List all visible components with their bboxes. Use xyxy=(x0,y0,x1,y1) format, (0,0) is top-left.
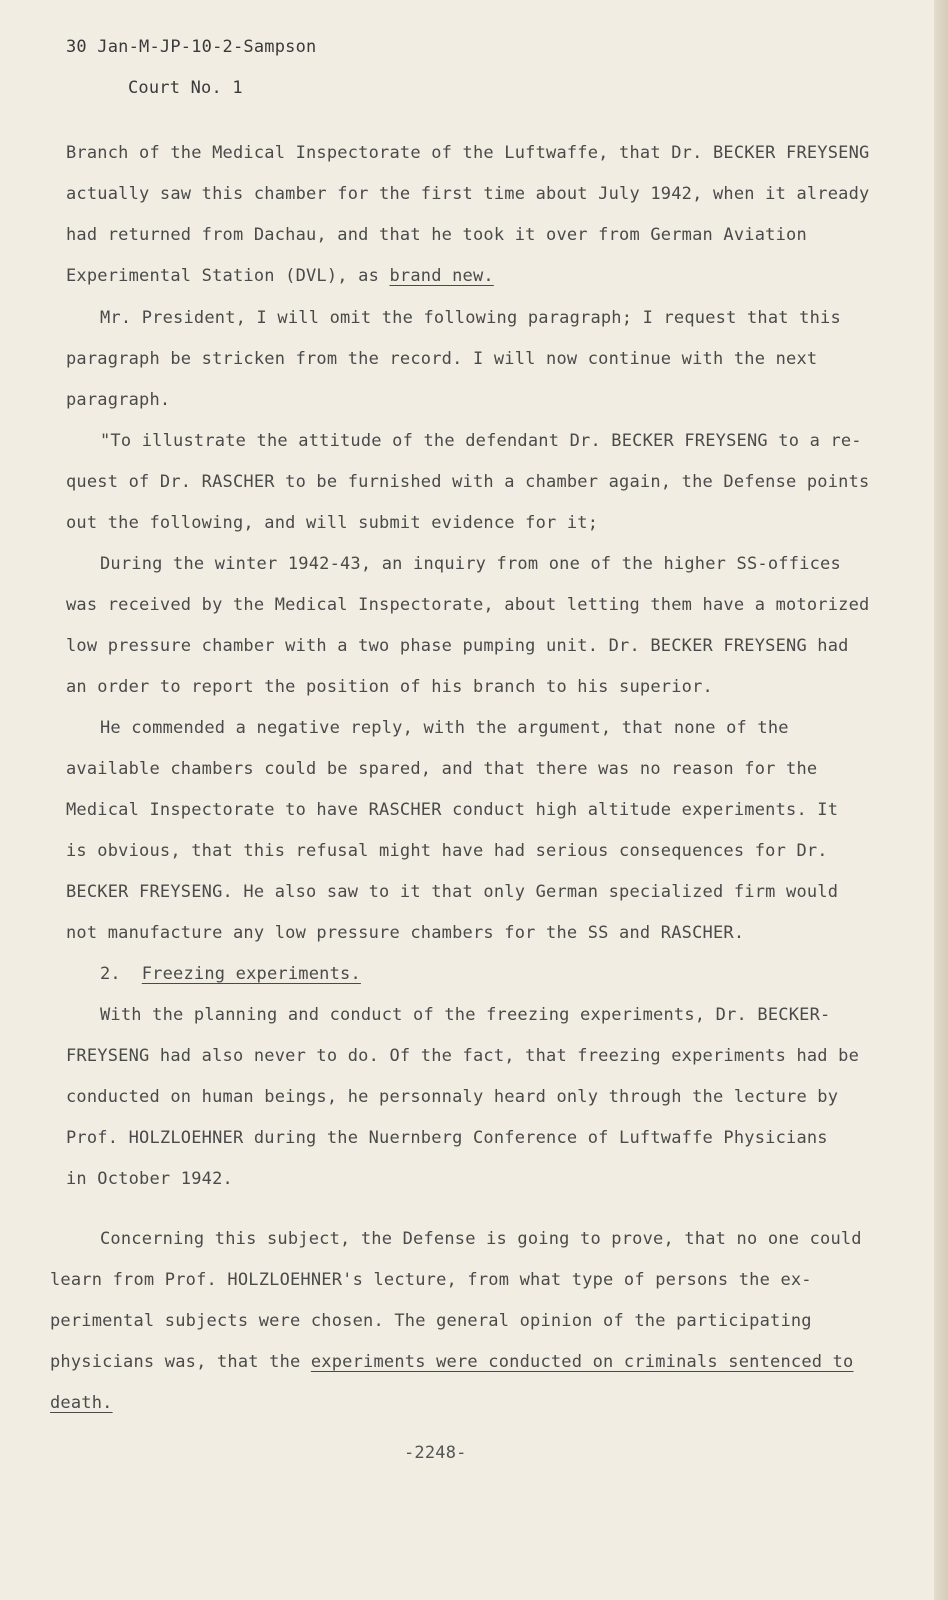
page-edge xyxy=(934,0,948,1600)
section-title: Freezing experiments. xyxy=(141,964,361,984)
text-line: FREYSENG had also never to do. Of the fact, that freezing experiments had be xyxy=(66,1046,860,1066)
text-line: During the winter 1942-43, an inquiry from one of the higher SS-offices xyxy=(100,554,841,574)
text-line xyxy=(50,1392,113,1414)
text-line: He commended a negative reply, with the argument, that none of the xyxy=(100,718,789,738)
text-line: paragraph be stricken from the record. I will now continue with the next xyxy=(66,349,818,369)
document-header-line: 30 Jan-M-JP-10-2-Sampson xyxy=(66,37,317,57)
text-line: in October 1942. xyxy=(66,1169,233,1189)
text-line: low pressure chamber with a two phase pumping unit. Dr. BECKER FREYSENG had xyxy=(66,636,849,656)
text-line: Mr. President, I will omit the following paragraph; I request that this xyxy=(100,308,841,328)
section-heading xyxy=(100,963,361,985)
text-line: Branch of the Medical Inspectorate of the Luftwaffe, that Dr. BECKER FREYSENG xyxy=(66,143,870,163)
text-line-with-underline xyxy=(50,1351,854,1373)
text-line: out the following, and will submit evidence for it; xyxy=(66,513,599,533)
text-line: available chambers could be spared, and that there was no reason for the xyxy=(66,759,818,779)
text-segment: physicians was, that the xyxy=(50,1352,311,1372)
text-line: perimental subjects were chosen. The general opinion of the participating xyxy=(50,1311,812,1331)
text-line: With the planning and conduct of the freezing experiments, Dr. BECKER- xyxy=(100,1005,831,1025)
court-label: Court No. 1 xyxy=(128,78,243,98)
text-line: not manufacture any low pressure chambers for the SS and RASCHER. xyxy=(66,923,745,943)
text-line: conducted on human beings, he personnaly heard only through the lecture by xyxy=(66,1087,839,1107)
text-line-with-underline xyxy=(66,265,494,287)
text-line: Concerning this subject, the Defense is going to prove, that no one could xyxy=(100,1229,862,1249)
text-line: paragraph. xyxy=(66,390,171,410)
text-line: was received by the Medical Inspectorate, about letting them have a motorized xyxy=(66,595,870,615)
text-line: Prof. HOLZLOEHNER during the Nuernberg Conference of Luftwaffe Physicians xyxy=(66,1128,828,1148)
text-line: Medical Inspectorate to have RASCHER conduct high altitude experiments. It xyxy=(66,800,839,820)
underlined-phrase: brand new. xyxy=(389,266,494,286)
text-line: had returned from Dachau, and that he took it over from German Aviation xyxy=(66,225,807,245)
text-line: quest of Dr. RASCHER to be furnished with a chamber again, the Defense points xyxy=(66,472,870,492)
text-line: is obvious, that this refusal might have had serious consequences for Dr. xyxy=(66,841,828,861)
underlined-phrase: experiments were conducted on criminals sentenced to xyxy=(310,1352,854,1372)
text-line: "To illustrate the attitude of the defendant Dr. BECKER FREYSENG to a re- xyxy=(100,431,862,451)
text-line: BECKER FREYSENG. He also saw to it that only German specialized firm would xyxy=(66,882,839,902)
text-segment: Experimental Station (DVL), as xyxy=(66,266,390,286)
text-line: actually saw this chamber for the first time about July 1942, when it already xyxy=(66,184,870,204)
underlined-phrase: death. xyxy=(50,1393,113,1413)
page-number: -2248- xyxy=(404,1443,467,1463)
text-line: an order to report the position of his branch to his superior. xyxy=(66,677,713,697)
text-line: learn from Prof. HOLZLOEHNER's lecture, from what type of persons the ex- xyxy=(50,1270,812,1290)
section-number: 2. xyxy=(100,964,121,984)
